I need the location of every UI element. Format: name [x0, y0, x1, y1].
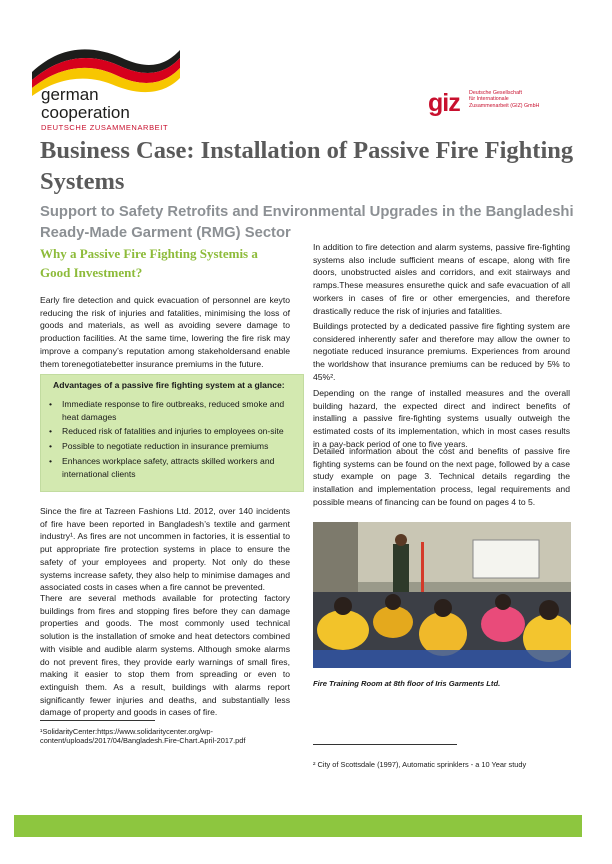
logo-cooperation-text: cooperation	[41, 103, 130, 122]
payback-paragraph: Depending on the range of installed measures and the overall building hazard, the expected direct and indirect benefits of installing a passive fire-fighting systems usually outweigh the estimated costs of its implementation, which in most cases results in a pay-back period of one to five years.	[313, 388, 570, 449]
advantages-box-title: Advantages of a passive fire fighting system at a glance:	[53, 380, 285, 390]
escape-paragraph: In addition to fire detection and alarm systems, passive fire-fighting systems also include sufficient means of escape, along with fire doors, unobstructed aisles and corridors, and exit stairways and ramps.These measures ensurethe quick and safe evacuation of all workers in cases of fire or other emergencies, and therefore drastically reduce the risk of injuries and fatalities.	[313, 242, 570, 316]
insurance-paragraph: Buildings protected by a dedicated passive fire fighting system are considered inherently safer and therefore may allow the owner to negotiate reduced insurance premiums. Experiences from around the worldshow that insurance premiums can be reduced by 5% to 45%².	[313, 321, 570, 382]
methods-paragraph: There are several methods available for protecting factory buildings from fires and stopping fires before they can damage properties and goods. The most commonly used technical solution is the installation of smoke and heat detectors combined with visible and audible alarm systems. Although smoke alarms do not prevent fires, they provide early warnings of small fires, making it easier to stop them from spreading or even to extinguish them. As a result, buildings with alarms report significantly fewer injuries and deaths, and substantially less damage of property and goods in cases of fire.	[40, 593, 290, 718]
list-item-text: Immediate response to fire outbreaks, reduced smoke and heat damages	[62, 399, 285, 422]
section-heading-line: Good Investment?	[40, 265, 143, 280]
page-title: Business Case: Installation of Passive Fire Fighting Systems	[40, 137, 574, 195]
fire-training-photo	[313, 522, 571, 668]
footnote-2: ² City of Scottsdale (1997), Automatic sprinklers - a 10 Year study	[313, 760, 527, 769]
bullet-icon: •	[49, 399, 53, 409]
list-item	[48, 455, 300, 480]
list-item-text: Possible to negotiate reduction in insurance premiums	[62, 441, 269, 452]
list-item-text: Reduced risk of fatalities and injuries to employees on-site	[62, 426, 284, 437]
bullet-icon: •	[49, 441, 53, 452]
page-subtitle: Support to Safety Retrofits and Environmental Upgrades in the Bangladeshi Ready-Made Garment (RMG) Sector	[40, 204, 574, 241]
section-heading-line: Why a Passive Fire Fighting Systemis a	[40, 246, 258, 261]
giz-org-line: für Internationale	[469, 96, 509, 103]
bullet-icon: •	[49, 426, 53, 437]
details-paragraph: Detailed information about the cost and benefits of passive fire fighting systems can be found on the next page, followed by a case study example on page 3. Technical details regarding the installation and implementation process, legal requirements and possible means of financing can be found on pages 4 to 5.	[313, 446, 570, 507]
footer-bar	[14, 815, 582, 837]
photo-caption: Fire Training Room at 8th floor of Iris Garments Ltd.	[313, 679, 501, 688]
list-item	[48, 398, 300, 423]
intro-paragraph: Early fire detection and quick evacuation of personnel are keyto reducing the risk of injuries and fatalities, minimising the loss of goods and materials, as well as avoiding severe damage to production facilities. At the same time, lowering the fire risk may improve a company’s reputation among stakeholdersand enable them torenegotiatebetter insurance premiums in the future.	[40, 295, 290, 369]
footnote-divider	[313, 744, 457, 745]
list-item	[48, 440, 300, 453]
logo-deutsche-text: DEUTSCHE ZUSAMMENARBEIT	[41, 123, 169, 132]
footnote-1: ¹SolidarityCenter:https://www.solidaritycenter.org/wp-content/uploads/2017/04/Bangladesh.Fire-Chart.April-2017.pdf	[40, 727, 246, 746]
giz-logo: giz	[428, 89, 460, 117]
list-item	[48, 425, 300, 438]
giz-org-line: Zusammenarbeit (GIZ) GmbH	[469, 102, 540, 109]
bullet-icon: •	[49, 455, 53, 466]
giz-org-line: Deutsche Gesellschaft	[469, 90, 522, 96]
logo-german-text: german	[41, 85, 99, 104]
advantages-list	[48, 398, 300, 482]
giz-org-name	[469, 90, 549, 109]
section-heading	[40, 244, 290, 282]
footnote-divider	[40, 720, 155, 721]
tazreen-paragraph: Since the fire at Tazreen Fashions Ltd. 2012, over 140 incidents of fire have been reported in Bangladesh’s textile and garment industry¹. As fires are not uncommen in factories, it is essential to put appropriate fire protection systems in place to ensure the safety of your employees and property. Not only do these systems increase safety, they also help to minimise damages and associated costs in cases when a fire cannot be prevented.	[40, 506, 290, 593]
list-item-text: Enhances workplace safety, attracts skilled workers and international clients	[62, 455, 275, 479]
